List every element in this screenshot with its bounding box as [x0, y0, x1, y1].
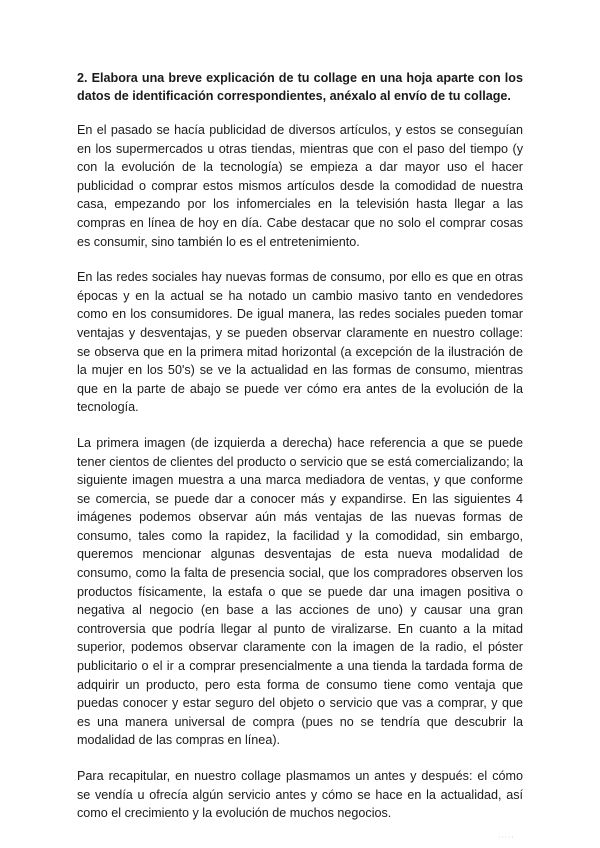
paragraph-2: En las redes sociales hay nuevas formas de consumo, por ello es que en otras épocas y en la actual se ha notado un cambio masivo tanto en vendedores como en los consumidores. De igual manera, las redes sociales pueden tomar ventajas y desventajas, y se pueden observar claramente en nuestro collage: se observa que en la primera mitad horizontal (a excepción de la ilustración de la mujer en los 50's) se ve la actualidad en las formas de consumo, mientras que en la parte de abajo se puede ver cómo era antes de la evolución de la tecnología. — [77, 270, 523, 415]
paragraph-1: En el pasado se hacía publicidad de diversos artículos, y estos se conseguían en los supermercados u otras tiendas, mientras que con el paso del tiempo (y con la evolución de la tecnología) se empieza a dar mayor uso el hacer publicidad o comprar estos mismos artículos desde la comodidad de nuestra casa, empezando por los infomerciales en la televisión hasta llegar a las compras en línea de hoy en día. Cabe destacar que no solo el comprar cosas es consumir, sino también lo es el entretenimiento. — [77, 123, 523, 249]
paragraph-3: La primera imagen (de izquierda a derecha) hace referencia a que se puede tener cientos de clientes del producto o servicio que se está comercializando; la siguiente imagen muestra a una marca mediadora de ventas, y que conforme se comercia, se puede dar a conocer más y expandirse. En las siguientes 4 imágenes podemos observar aún más ventajas de las nuevas formas de consumo, tales como la rapidez, la facilidad y la comodidad, sin embargo, queremos mencionar algunas desventajas de esta nueva modalidad de consumo, como la falta de presencia social, que los compradores observen los productos físicamente, la estafa o que se puede dar una imagen positiva o negativa al negocio (en base a las acciones de uno) y causar una gran controversia que podría llegar al punto de viralizarse. En cuanto a la mitad superior, podemos observar claramente con la imagen de la radio, el póster publicitario o el ir a comprar presencialmente a una tienda la tardada forma de adquirir un producto, pero esta forma de consumo tiene como ventaja que puedas conocer y estar seguro del objeto o servicio que vas a comprar, y que es una manera universal de compra (pues no se tendría que descubrir la modalidad de las compras en línea). — [77, 435, 523, 748]
document-body — [77, 69, 523, 840]
paragraph-4: Para recapitular, en nuestro collage plasmamos un antes y después: el cómo se vendía u ofrecía algún servicio antes y cómo se hace en la actualidad, así como el crecimiento y la evolución de muchos negocios. — [77, 769, 523, 821]
instruction-heading: 2. Elabora una breve explicación de tu collage en una hoja aparte con los datos de identificación correspondientes, anéxalo al envío de tu collage. — [77, 71, 523, 103]
footer-mark: ····· — [498, 834, 515, 841]
